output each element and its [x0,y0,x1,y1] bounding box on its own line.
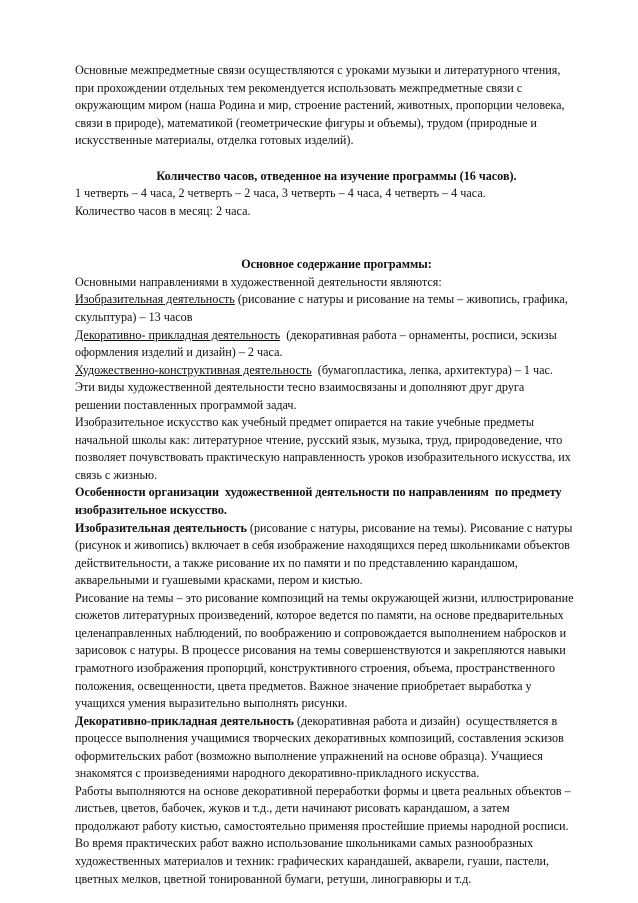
text-line: при прохождении отдельных тем рекомендуется использовать межпредметные связи с [75,80,523,95]
intro-paragraph [75,62,598,150]
text-line: оформления изделий и дизайн) – 2 часа. [75,345,283,360]
section-text: (декоративная работа и дизайн) осуществляется в [293,713,558,728]
themes-paragraph [75,590,598,713]
section-text: (рисование с натуры, рисование на темы). Рисование с натуры [246,520,573,535]
text-line: грамотного изображения пропорций, конструктивного строения, объема, пространственного [75,660,556,675]
directions-intro: Основными направлениями в художественной деятельности являются: [75,274,442,289]
text-line: зарисовок с натуры. В процессе рисования на темы совершенствуются и закрепляются навыки [75,643,566,658]
section-label: Изобразительная деятельность [75,520,247,535]
text-line: связь с жизнью. [75,467,158,482]
direction-constructive [75,362,598,380]
text-line: позволяет почувствовать практическую направленность уроков изобразительного искусства, их [75,450,571,465]
text-line [75,291,598,309]
text-line: Во время практических работ важно использование школьниками самых разнообразных [75,836,534,851]
text-line: процессе выполнения учащимися творческих декоративных композиций, составления эскизов [75,731,564,746]
features-heading [75,484,598,519]
text-line: оформительских работ (возможно выполнение упражнений на основе образца). Учащиеся [75,748,543,763]
text-line: начальной школы как: литературное чтение, русский язык, музыка, труд, природоведение, что [75,432,563,447]
text-line: скульптура) – 13 часов [75,310,193,325]
basis-paragraph [75,414,598,484]
text-line [75,327,598,345]
text-line: Основные межпредметные связи осуществляются с уроками музыки и литературного чтения, [75,63,561,77]
text-line: решении поставленных программой задач. [75,397,297,412]
text-line: акварельными и гуашевыми красками, пером и кистью. [75,573,363,588]
direction-label: Декоративно- прикладная деятельность [75,327,281,342]
text-line: (рисунок и живопись) включает в себя изображение находящихся перед школьниками объектов [75,538,570,553]
text-line: учащихся умения выразительно выполнять рисунки. [75,696,348,711]
text-line: изобразительное искусство. [75,503,227,518]
text-line: сюжетов литературных произведений, которое ведется по памяти, на основе предварительных [75,608,564,623]
text-line: художественных материалов и техник: графических карандашей, акварели, гуаши, пастели, [75,853,550,868]
direction-text: (бумагопластика, лепка, архитектура) – 1 час. [311,362,553,377]
direction-text: (рисование с натуры и рисование на темы – живопись, графика, [234,292,568,307]
text-line: знакомятся с произведениями народного декоративно-прикладного искусства. [75,766,480,781]
direction-text: (декоративная работа – орнаменты, росписи, эскизы [280,327,557,342]
text-line: Особенности организации художественной деятельности по направлениям по предмету [75,485,562,500]
text-line: искусственные материалы, отделка готовых изделий). [75,133,354,148]
direction-label: Художественно-конструктивная деятельность [75,362,312,377]
direction-visual-art [75,291,598,326]
text-line: целенаправленных наблюдений, по воображению и сопровождается выполнением набросков и [75,625,567,640]
text-line: Эти виды художественной деятельности тесно взаимосвязаны и дополняют друг друга [75,380,525,395]
text-line: листьев, цветов, бабочек, жуков и т.д., дети начинают рисовать карандашом, а затем [75,801,510,816]
text-line: цветных мелков, цветной тонированной бумаги, ретуши, линогравюры и т.д. [75,871,472,886]
text-line [75,713,598,731]
direction-decorative [75,327,598,362]
decorative-paragraph [75,713,598,783]
hours-quarters: 1 четверть – 4 часа, 2 четверть – 2 часа, 3 четверть – 4 часа, 4 четверть – 4 часа. [75,186,486,201]
text-line: действительности, а также рисование их по памяти и по представлению карандашом, [75,555,518,570]
text-line: Изобразительное искусство как учебный предмет опирается на такие учебные предметы [75,415,535,430]
text-line: связи в природе), математикой (геометрические фигуры и объемы), трудом (природные и [75,115,537,130]
content-heading: Основное содержание программы: [241,257,432,272]
hours-heading: Количество часов, отведенное на изучение программы (16 часов). [156,168,517,183]
linked-paragraph [75,379,598,414]
works-paragraph [75,783,598,888]
text-line: окружающим миром (наша Родина и мир, строение растений, животных, пропорции человека, [75,98,565,113]
text-line [75,362,598,380]
text-line: положения, освещенности, цвета предметов. Важное значение приобретает выработка у [75,678,532,693]
text-line [75,520,598,538]
direction-label: Изобразительная деятельность [75,292,235,307]
text-line: Рисование на темы – это рисование композиций на темы окружающей жизни, иллюстрирование [75,590,574,605]
section-label: Декоративно-прикладная деятельность [75,713,294,728]
text-line: Работы выполняются на основе декоративной переработки формы и цвета реальных объектов – [75,783,571,798]
hours-monthly: Количество часов в месяц: 2 часа. [75,203,251,218]
text-line: продолжают работу кистью, самостоятельно применяя простейшие приемы народной росписи. [75,818,569,833]
visual-art-paragraph [75,520,598,590]
